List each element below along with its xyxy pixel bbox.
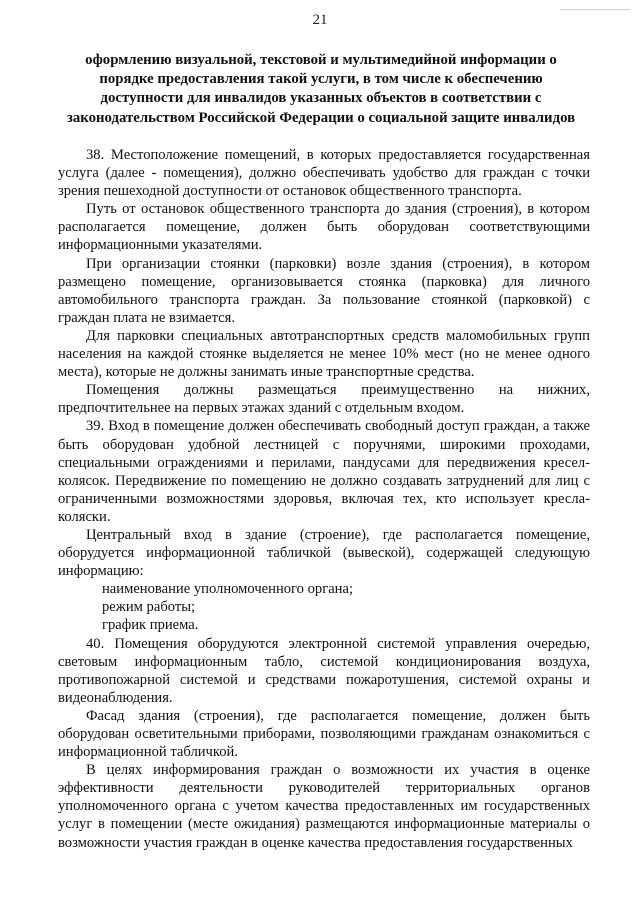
paragraph: В целях информирования граждан о возможности их участия в оценке эффективности деятельности руководителей территориальных органов уполномоченного органа с учетом качества предоставленных им государственных услуг в помещении (месте ожидания) размещаются информационные материалы о возможности участия граждан в оценке качества предоставления государственных — [58, 762, 590, 851]
paragraph: Для парковки специальных автотранспортных средств маломобильных групп населения на каждой стоянке выделяется не менее 10% мест (но не менее одного места), которые не должны занимать иные транспортные средства. — [58, 327, 590, 381]
heading-line: доступности для инвалидов указанных объектов в соответствии с — [100, 90, 542, 107]
paragraph-40: 40. Помещения оборудуются электронной системой управления очередью, световым информационным табло, системой кондиционирования воздуха, противопожарной системой и средствами пожаротушения, системой охраны и видеонаблюдения. — [58, 635, 590, 706]
paragraph: Путь от остановок общественного транспорта до здания (строения), в котором располагается помещение, должен быть оборудован соответствующими информационными указателями. — [58, 201, 590, 254]
heading-line: законодательством Российской Федерации о социальной защите инвалидов — [66, 109, 576, 126]
list-item: режим работы; — [102, 599, 196, 616]
paragraph-38: 38. Местоположение помещений, в которых предоставляется государственная услуга (далее - помещения), должно обеспечивать удобство для граждан с точки зрения пешеходной доступности от остановок общественного транспорта. — [58, 147, 590, 200]
paragraph-39: 39. Вход в помещение должен обеспечивать свободный доступ граждан, а также быть оборудован удобной лестницей с поручнями, широкими проходами, специальными ограждениями и перилами, пандусами для передвижения кресел-колясок. Передвижение по помещению не должно создавать затруднений для лиц с ограниченными возможностями здоровья, включая тех, кто использует кресла-коляски. — [58, 418, 590, 525]
page-number: 21 — [312, 12, 328, 28]
section-heading — [56, 51, 586, 128]
heading-line: порядке предоставления такой услуги, в том числе к обеспечению — [99, 71, 543, 88]
document-body — [58, 146, 590, 852]
heading-line: оформлению визуальной, текстовой и мультимедийной информации о — [85, 52, 557, 68]
list-item: график приема. — [102, 617, 199, 634]
paragraph: Помещения должны размещаться преимущественно на нижних, предпочтительнее на первых этажах зданий с отдельным входом. — [58, 382, 590, 417]
scan-artifact-line — [560, 9, 630, 10]
paragraph: Фасад здания (строения), где располагается помещение, должен быть оборудован осветительными приборами, позволяющими гражданам ознакомиться с информационной табличкой. — [58, 707, 590, 761]
paragraph: Центральный вход в здание (строение), где располагается помещение, оборудуется информационной табличкой (вывеской), содержащей следующую информацию: — [58, 526, 590, 580]
paragraph: При организации стоянки (парковки) возле здания (строения), в котором размещено помещение, организовывается стоянка (парковка) для личного автомобильного транспорта граждан. За пользование стоянкой (парковкой) с граждан плата не взимается. — [58, 255, 590, 326]
list-item: наименование уполномоченного органа; — [102, 581, 354, 598]
